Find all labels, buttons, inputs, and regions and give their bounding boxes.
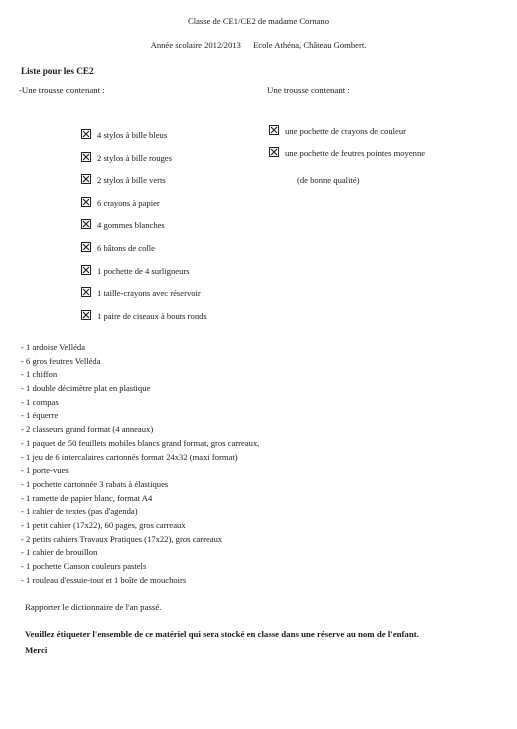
checklist-item	[81, 287, 201, 299]
school-year: Année scolaire 2012/2013	[150, 40, 241, 50]
checked-box-icon	[269, 125, 279, 135]
checklist-item	[81, 152, 172, 164]
supply-item: - 1 paquet de 50 feuillets mobiles blancs grand format, gros carreaux,	[21, 437, 260, 448]
merci-text: Merci	[25, 645, 48, 655]
quality-note: (de bonne qualité)	[297, 175, 360, 185]
supply-item: - 2 classeurs grand format (4 anneaux)	[21, 424, 154, 435]
checklist-item	[81, 219, 165, 231]
checklist-item-label: 2 stylos à bille verts	[97, 175, 166, 186]
checklist-item-label: une pochette de crayons de couleur	[285, 126, 406, 136]
checked-box-icon	[81, 174, 91, 184]
checked-box-icon	[81, 310, 91, 320]
trousse-left-label: -Une trousse contenant :	[19, 85, 105, 95]
trousse-right-label: Une trousse contenant :	[267, 85, 350, 95]
class-header: Classe de CE1/CE2 de madame Cornano	[187, 16, 330, 26]
dictionary-note: Rapporter le dictionnaire de l'an passé.	[25, 602, 162, 612]
checklist-item-label: 4 gommes blanches	[97, 220, 165, 231]
checklist-item-label: 1 pochette de 4 surligneurs	[97, 265, 190, 276]
checked-box-icon	[81, 129, 91, 139]
checklist-item	[81, 129, 167, 141]
supply-item: - 1 ramette de papier blanc, format A4	[21, 492, 153, 503]
supply-item: - 1 cahier de textes (pas d'agenda)	[21, 506, 138, 517]
checklist-item-label: 1 taille-crayons avec réservoir	[97, 288, 201, 299]
list-title: Liste pour les CE2	[21, 66, 94, 76]
supply-item: - 1 petit cahier (17x22), 60 pages, gros carreaux	[21, 519, 186, 530]
supply-item: - 1 rouleau d'essuie-tout et 1 boîte de mouchoirs	[21, 574, 187, 585]
checklist-item	[269, 147, 425, 159]
checklist-item-label: 4 stylos à bille bleus	[97, 130, 168, 140]
checklist-item	[269, 125, 406, 137]
checklist-item-label: 1 paire de ciseaux à bouts ronds	[97, 310, 207, 321]
checklist-item	[81, 197, 160, 209]
checklist-item-label: 6 crayons à papier	[97, 197, 160, 208]
checked-box-icon	[81, 265, 91, 275]
notice-text: Veuillez étiqueter l'ensemble de ce matériel qui sera stocké en classe dans une réserve au nom de l'enfant.	[25, 629, 419, 639]
supply-item: - 2 petits cahiers Travaux Pratiques (17x22), gros carreaux	[21, 533, 223, 544]
supply-item: - 1 chiffon	[21, 369, 58, 380]
supply-item: - 1 compas	[21, 396, 59, 407]
supply-item: - 1 cahier de brouillon	[21, 547, 98, 558]
supply-item: - 1 jeu de 6 intercalaires cartonnés format 24x32 (maxi format)	[21, 451, 238, 462]
checklist-item-label: une pochette de feutres pointes moyenne	[285, 148, 426, 158]
checklist-item	[81, 310, 207, 322]
checked-box-icon	[81, 219, 91, 229]
checked-box-icon	[269, 147, 279, 157]
school-header	[0, 40, 517, 50]
checked-box-icon	[81, 152, 91, 162]
supply-item: - 1 ardoise Velléda	[21, 342, 86, 352]
checked-box-icon	[81, 242, 91, 252]
checklist-item	[81, 242, 155, 254]
checklist-item	[81, 265, 190, 277]
supply-item: - 1 pochette cartonnée 3 rabats à élastiques	[21, 478, 169, 489]
supply-item: - 1 équerre	[21, 410, 59, 421]
school-name: Ecole Athéna, Château Gombert.	[253, 40, 367, 50]
checklist-item-label: 6 bâtons de colle	[97, 243, 155, 253]
supply-item: - 1 porte-vues	[21, 465, 69, 476]
supply-item: - 1 double décimètre plat en plastique	[21, 383, 151, 394]
supply-item: - 6 gros feutres Velléda	[21, 355, 101, 366]
checked-box-icon	[81, 287, 91, 297]
supplies-list	[21, 341, 259, 587]
supply-item: - 1 pochette Canson couleurs pastels	[21, 561, 147, 571]
checklist-item-label: 2 stylos à bille rouges	[97, 152, 172, 163]
checklist-item	[81, 174, 166, 186]
checked-box-icon	[81, 197, 91, 207]
label-notice	[25, 626, 505, 658]
